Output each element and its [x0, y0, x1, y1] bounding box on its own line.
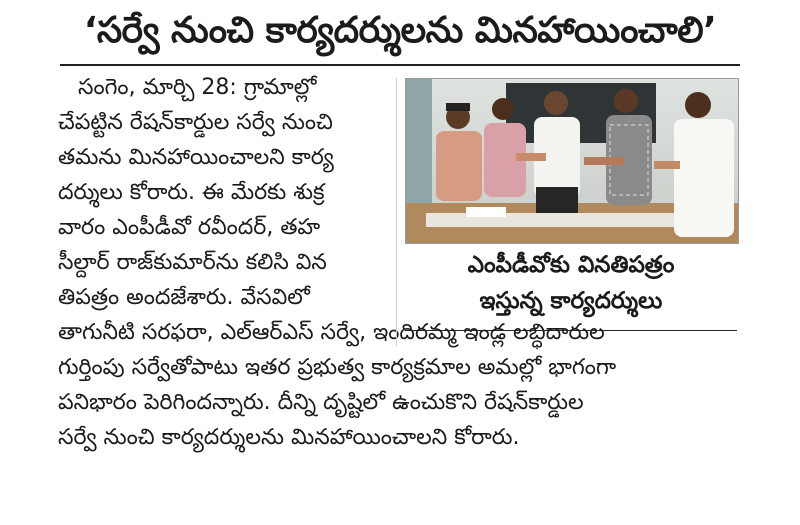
caption-line-1: ఎంపీడీవోకు వినతిపత్రం [467, 252, 675, 278]
article-line: సంగెం, మార్చి 28: గ్రామాల్లో [78, 75, 317, 100]
column-divider [396, 78, 397, 346]
article-line: చేపట్టిన రేషన్‌కార్డుల సర్వే నుంచి [58, 110, 333, 135]
photo-caption [405, 247, 737, 319]
article-line: పనిభారం పెరిగిందన్నారు. దీన్ని దృష్టిలో ఉంచుకొని రేషన్‌కార్డుల [58, 390, 584, 415]
caption-rule [405, 330, 737, 331]
headline-rule [60, 64, 740, 66]
article-line: తాగునీటి సరఫరా, ఎల్‌ఆర్‌ఎస్ సర్వే, ఇందిరమ్మ ఇండ్ల లబ్ధిదారుల [58, 320, 605, 345]
article-line: దర్శులు కోరారు. ఈ మేరకు శుక్ర [58, 180, 325, 205]
article-line: సర్వే నుంచి కార్యదర్శులను మినహాయించాలని కోరారు. [58, 425, 520, 450]
people-photo-illustration [406, 79, 738, 243]
caption-line-2: ఇస్తున్న కార్యదర్శులు [479, 288, 663, 314]
article-line: సీల్దార్ రాజ్‌కుమార్‌ను కలిసి విన [58, 250, 327, 275]
article-line: తిపత్రం అందజేశారు. వేసవిలో [58, 285, 310, 310]
news-photo [405, 78, 739, 244]
headline: ‘సర్వే నుంచి కార్యదర్శులను మినహాయించాలి’ [83, 10, 717, 51]
article-line: తమను మినహాయించాలని కార్య [58, 145, 334, 170]
article-line: గుర్తింపు సర్వేతోపాటు ఇతర ప్రభుత్వ కార్యక్రమాల అమల్లో భాగంగా [58, 355, 617, 380]
article-line: వారం ఎంపీడీవో రవీందర్, తహ [58, 215, 321, 240]
